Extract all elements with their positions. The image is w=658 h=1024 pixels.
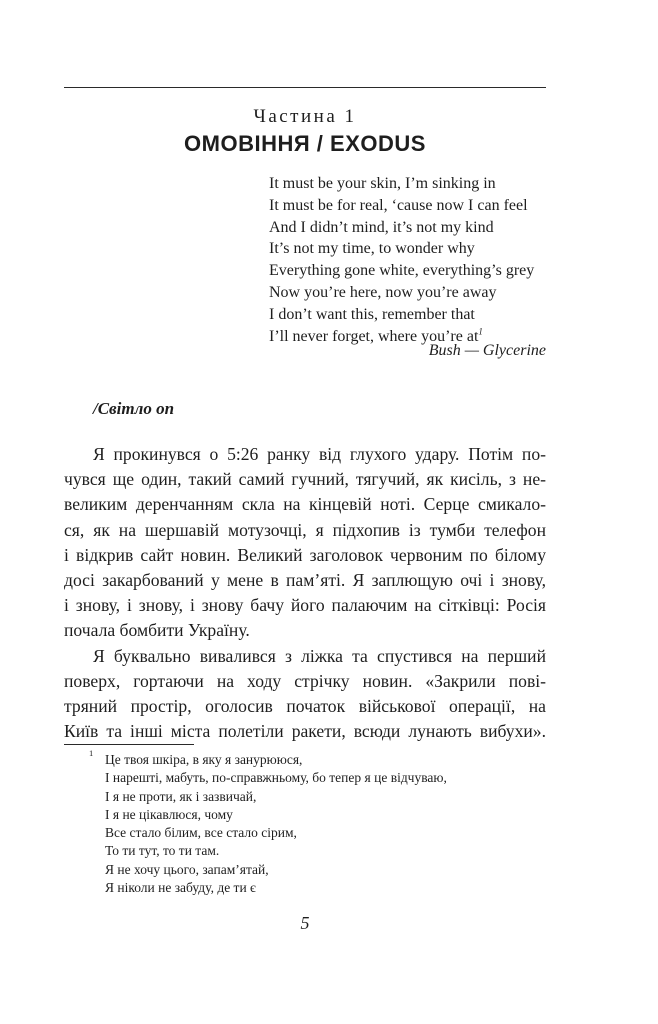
epigraph-line: Now you’re here, now you’re away: [269, 283, 497, 301]
epigraph-source: Bush — Glycerine: [428, 342, 546, 359]
epigraph-line: I don’t want this, remember that: [269, 305, 475, 323]
section-heading: /Світло on: [93, 399, 175, 418]
footnote-line: Все стало білим, все стало сірим,: [105, 825, 297, 841]
page-number: 5: [300, 913, 310, 933]
footnote-line: І я не проти, як і зазвичай,: [105, 788, 257, 804]
epigraph-line: Everything gone white, everything’s grey: [269, 262, 535, 280]
body-line: великим деренчанням скла на кінцевій ноті. Серце смикало-: [64, 494, 546, 515]
body-line: досі закарбований у мене в пам’яті. Я заплющую очі і знову,: [64, 569, 546, 590]
header-rule: [64, 87, 546, 88]
epigraph: [269, 173, 549, 347]
footnote-line: Це твоя шкіра, в яку я занурююся,: [105, 752, 303, 767]
epigraph-line: It’s not my time, to wonder why: [269, 240, 475, 258]
body-text: [64, 442, 546, 744]
body-line: поверх, гортаючи на ходу стрічку новин. «Закрили пові-: [64, 670, 546, 691]
epigraph-line: It must be your skin, I’m sinking in: [269, 175, 496, 192]
footnote-line: Я ніколи не забуду, де ти є: [105, 880, 256, 896]
body-line: ся, як на шершавій мотузочці, я підхопив із тумби телефон: [64, 519, 546, 540]
body-line: Я буквально вивалився з ліжка та спустився на перший: [93, 645, 546, 666]
part-label: Частина 1: [253, 106, 357, 127]
footnote-line: Я не хочу цього, запам’ятай,: [105, 861, 269, 877]
footnote-line: І нарешті, мабуть, по-справжньому, бо тепер я це відчуваю,: [105, 770, 447, 786]
epigraph-line: And I didn’t mind, it’s not my kind: [269, 218, 494, 236]
chapter-title: ОМОВІННЯ / EXODUS: [184, 131, 426, 156]
body-line: Київ та інші міста полетіли ракети, всюди лунають вибухи».: [64, 721, 546, 742]
epigraph-line: It must be for real, ‘cause now I can feel: [269, 196, 528, 214]
body-line: чувся ще один, такий самий гучний, тягучий, як кисіль, з не-: [64, 469, 546, 490]
epigraph-line-text: I’ll never forget, where you’re at: [269, 327, 479, 345]
body-line: почала бомбити Україну.: [64, 620, 250, 641]
body-line: і знову, і знову, і знову бачу його палаючим на сітківці: Росія: [64, 595, 546, 616]
footnote-line: То ти тут, то ти там.: [105, 843, 220, 859]
body-line: і відкрив сайт новин. Великий заголовок червоним по білому: [64, 544, 546, 565]
body-line: Я прокинувся о 5:26 ранку від глухого удару. Потім по-: [93, 444, 546, 464]
footnote-line: І я не цікавлюся, чому: [105, 806, 233, 822]
footnote-reference[interactable]: 1: [478, 326, 483, 337]
footnote: [89, 748, 533, 897]
body-line: тряний простір, оголосив початок військової операції, на: [64, 695, 546, 716]
footnote-rule: [64, 744, 194, 745]
footnote-marker: 1: [89, 748, 94, 758]
